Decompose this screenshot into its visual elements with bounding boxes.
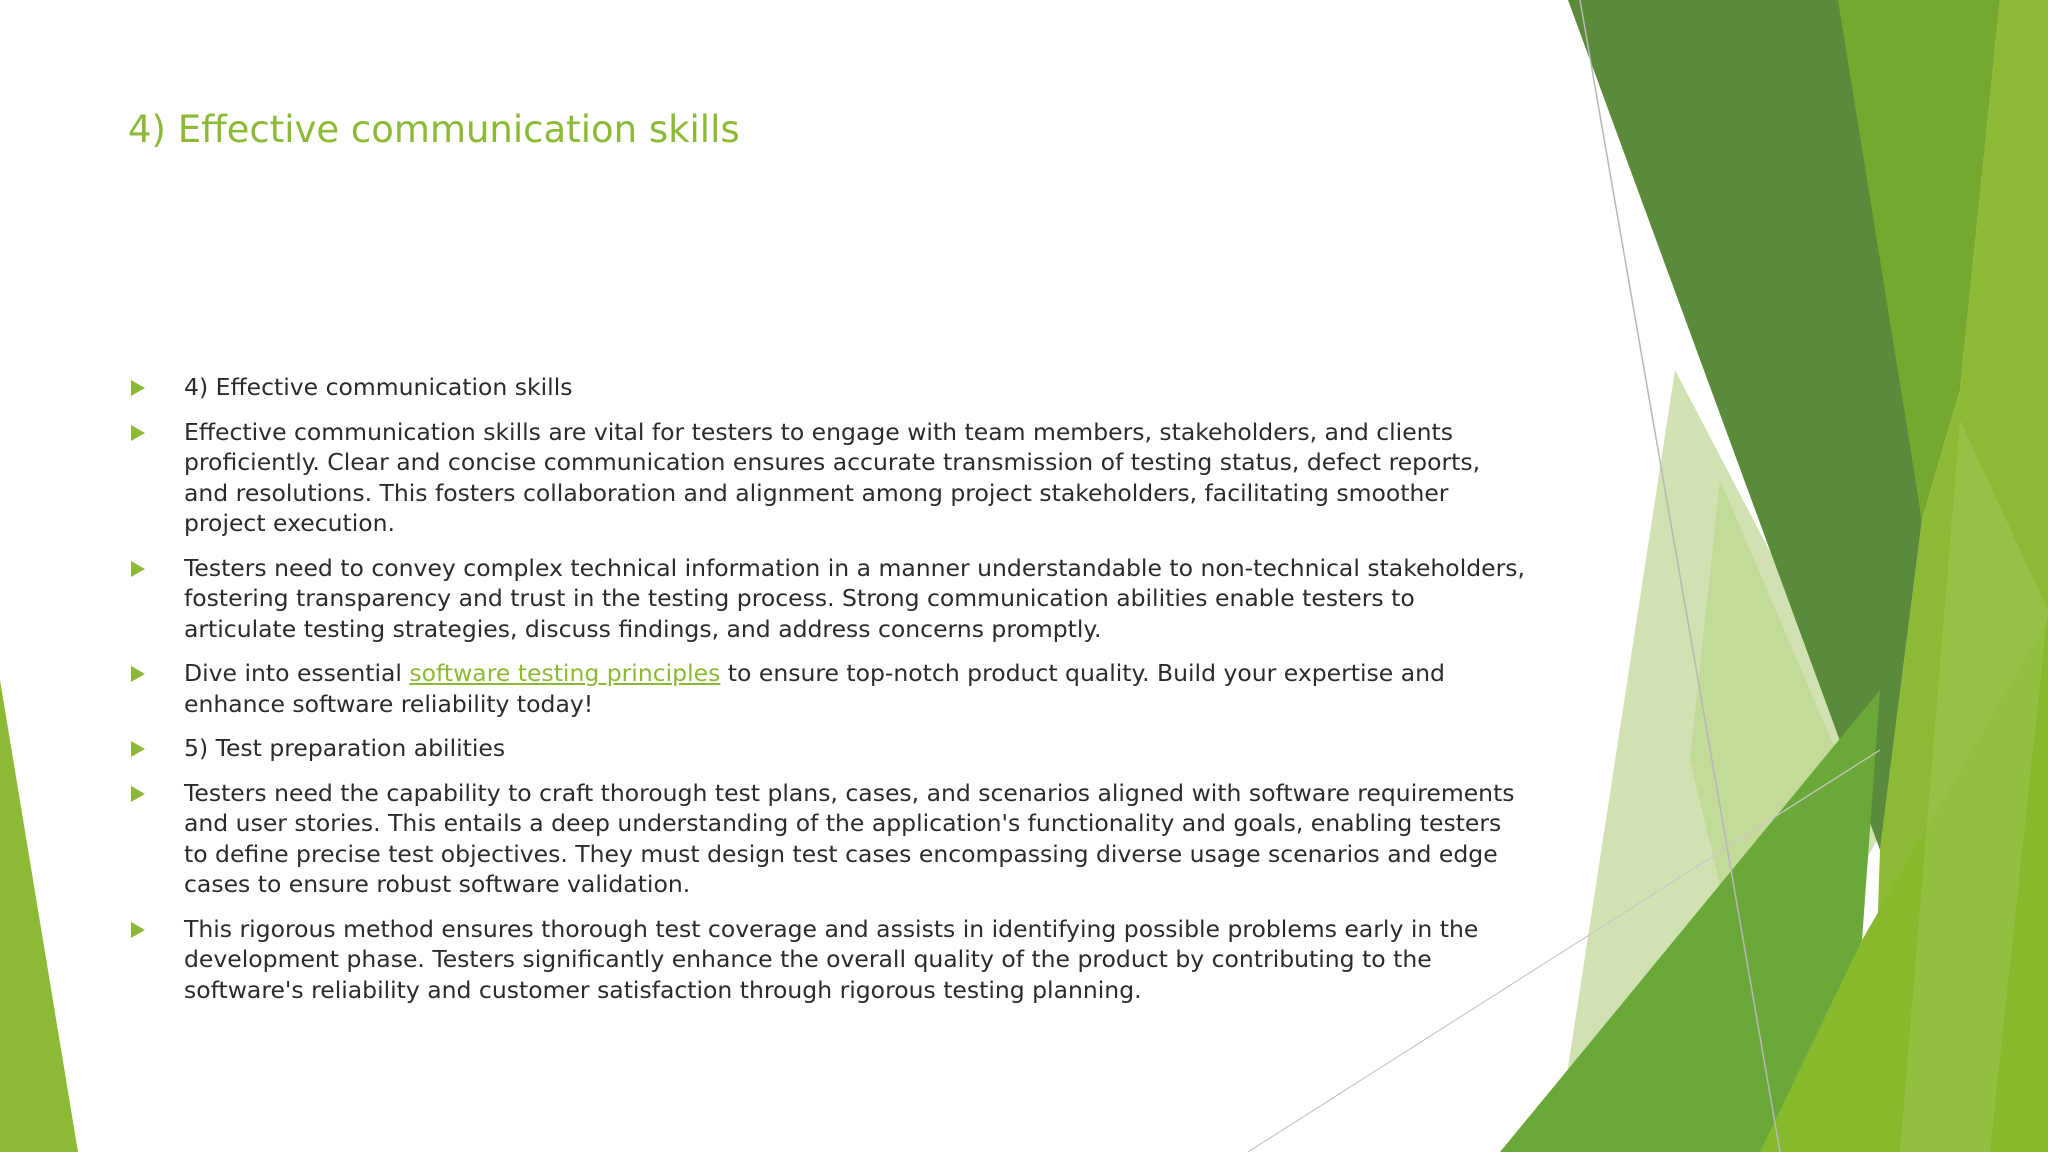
list-item <box>128 553 1528 645</box>
slide-title: 4) Effective communication skills <box>128 108 740 151</box>
list-item <box>128 778 1528 900</box>
list-item <box>128 733 1528 764</box>
bullet-text: 4) Effective communication skills <box>184 373 573 401</box>
triangle-right-icon <box>131 425 145 441</box>
bullet-text-before-link: Dive into essential <box>184 659 410 687</box>
left-green-sliver <box>0 680 78 1152</box>
triangle-right-icon <box>131 380 145 396</box>
list-item <box>128 417 1528 539</box>
bullet-text: Testers need to convey complex technical information in a manner understandable to non-technical stakeholders, fostering transparency and trust in the testing process. Strong communication abilities enable testers to articulate testing strategies, discuss findings, and address concerns promptly. <box>184 553 1525 643</box>
list-item <box>128 658 1528 719</box>
bullet-text-after-link: to ensure top-notch product quality. Build your expertise and enhance software reliability today! <box>184 659 1445 718</box>
triangle-right-icon <box>131 561 145 577</box>
triangle-right-icon <box>131 786 145 802</box>
bullet-text: 5) Test preparation abilities <box>184 734 506 762</box>
triangle-right-icon <box>131 922 145 938</box>
bullet-text: Testers need the capability to craft thorough test plans, cases, and scenarios aligned with software requirements and user stories. This entails a deep understanding of the application's functionality and goals, enabling testers to define precise test objectives. They must design test cases encompassing diverse usage scenarios and edge cases to ensure robust software validation. <box>184 778 1515 898</box>
bullet-text: This rigorous method ensures thorough test coverage and assists in identifying possible problems early in the development phase. Testers significantly enhance the overall quality of the product by contributing to the software's reliability and customer satisfaction through rigorous testing planning. <box>184 914 1479 1004</box>
bullet-list <box>128 372 1528 1019</box>
triangle-right-icon <box>131 741 145 757</box>
list-item <box>128 914 1528 1006</box>
bullet-text: Effective communication skills are vital for testers to engage with team members, stakeholders, and clients proficiently. Clear and concise communication ensures accurate transmission of testing status, defect reports, and resolutions. This fosters collaboration and alignment among project stakeholders, facilitating smoother project execution. <box>184 417 1481 537</box>
triangle-right-icon <box>131 666 145 682</box>
software-testing-principles-link[interactable]: software testing principles <box>409 659 721 687</box>
list-item <box>128 372 1528 403</box>
